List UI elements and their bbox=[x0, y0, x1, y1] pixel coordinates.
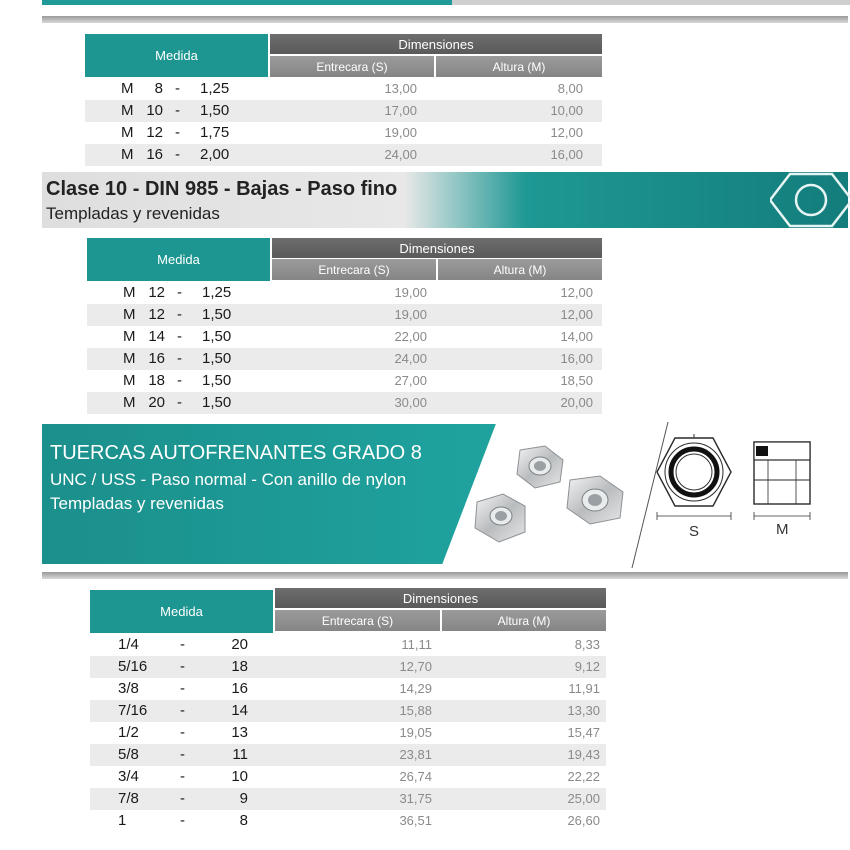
cell-m: M bbox=[121, 102, 134, 119]
cell-m: M bbox=[123, 394, 136, 411]
cell-size: 5/16 bbox=[118, 658, 148, 675]
cell-altura: 26,60 bbox=[567, 813, 600, 828]
cell-tpi: 20 bbox=[231, 636, 248, 653]
cell-m: M bbox=[121, 80, 134, 97]
cell-pitch: 1,50 bbox=[202, 306, 232, 323]
cell-pitch: 1,50 bbox=[200, 102, 230, 119]
cell-altura: 14,00 bbox=[560, 329, 593, 344]
cell-pitch: 1,50 bbox=[202, 350, 232, 367]
cell-dash: - bbox=[180, 812, 185, 829]
cell-entrecara: 30,00 bbox=[394, 395, 427, 410]
cell-entrecara: 17,00 bbox=[384, 103, 417, 118]
cell-altura: 16,00 bbox=[560, 351, 593, 366]
table-row bbox=[90, 766, 606, 788]
table1-header-medida: Medida bbox=[85, 34, 268, 77]
table-row bbox=[87, 370, 602, 392]
cell-entrecara: 31,75 bbox=[399, 791, 432, 806]
section2-title: Clase 10 - DIN 985 - Bajas - Paso fino bbox=[46, 178, 398, 200]
table1-header-altura: Altura (M) bbox=[436, 56, 602, 77]
cell-altura: 8,00 bbox=[557, 81, 583, 96]
cell-tpi: 16 bbox=[231, 680, 248, 697]
cell-entrecara: 19,00 bbox=[384, 125, 417, 140]
cell-altura: 22,22 bbox=[567, 769, 600, 784]
cell-m: M bbox=[123, 350, 136, 367]
cell-size: 12 bbox=[146, 124, 163, 141]
cell-dash: - bbox=[177, 372, 182, 389]
cell-entrecara: 19,00 bbox=[394, 285, 427, 300]
cell-dash: - bbox=[180, 768, 185, 785]
cell-dash: - bbox=[175, 102, 180, 119]
table-row bbox=[90, 788, 606, 810]
cell-dash: - bbox=[180, 702, 185, 719]
table-row bbox=[90, 656, 606, 678]
cell-dash: - bbox=[175, 146, 180, 163]
cell-entrecara: 22,00 bbox=[394, 329, 427, 344]
cell-dash: - bbox=[175, 124, 180, 141]
cell-tpi: 13 bbox=[231, 724, 248, 741]
cell-size: 14 bbox=[148, 328, 165, 345]
cell-dash: - bbox=[177, 306, 182, 323]
diagram-label-m: M bbox=[776, 521, 789, 538]
table-row bbox=[85, 78, 602, 100]
cell-entrecara: 14,29 bbox=[399, 681, 432, 696]
cell-entrecara: 24,00 bbox=[384, 147, 417, 162]
top-teal-strip bbox=[42, 0, 452, 5]
cell-size: 16 bbox=[146, 146, 163, 163]
cell-size: 1 bbox=[118, 812, 127, 829]
cell-altura: 25,00 bbox=[567, 791, 600, 806]
cell-altura: 12,00 bbox=[560, 307, 593, 322]
cell-dash: - bbox=[180, 746, 185, 763]
cell-size: 20 bbox=[148, 394, 165, 411]
cell-entrecara: 13,00 bbox=[384, 81, 417, 96]
cell-dash: - bbox=[177, 328, 182, 345]
cell-m: M bbox=[123, 328, 136, 345]
cell-size: 10 bbox=[146, 102, 163, 119]
cell-entrecara: 11,11 bbox=[401, 637, 432, 652]
cell-altura: 12,00 bbox=[560, 285, 593, 300]
table3-header-dimensiones: Dimensiones bbox=[275, 588, 606, 608]
cell-pitch: 1,50 bbox=[202, 394, 232, 411]
cell-altura: 13,30 bbox=[567, 703, 600, 718]
cell-entrecara: 12,70 bbox=[399, 659, 432, 674]
cell-size: 1/4 bbox=[118, 636, 139, 653]
table-row bbox=[87, 282, 602, 304]
cell-altura: 8,33 bbox=[574, 637, 600, 652]
cell-dash: - bbox=[180, 658, 185, 675]
cell-pitch: 1,50 bbox=[202, 328, 232, 345]
table-row bbox=[90, 634, 606, 656]
diagram-label-s: S bbox=[689, 523, 700, 540]
top-gray-strip bbox=[452, 0, 850, 5]
table2-header-entrecara: Entrecara (S) bbox=[272, 259, 436, 280]
table-row bbox=[85, 144, 602, 166]
cell-size: 3/4 bbox=[118, 768, 139, 785]
section3-subtitle-1: UNC / USS - Paso normal - Con anillo de nylon bbox=[50, 470, 407, 489]
cell-altura: 10,00 bbox=[550, 103, 583, 118]
cell-entrecara: 15,88 bbox=[399, 703, 432, 718]
divider-bottom bbox=[42, 572, 848, 579]
table2-header-altura: Altura (M) bbox=[438, 259, 602, 280]
table-row bbox=[87, 392, 602, 414]
cell-pitch: 1,50 bbox=[202, 372, 232, 389]
cell-pitch: 2,00 bbox=[200, 146, 230, 163]
cell-pitch: 1,25 bbox=[202, 284, 232, 301]
cell-entrecara: 19,05 bbox=[399, 725, 432, 740]
cell-entrecara: 24,00 bbox=[394, 351, 427, 366]
table3-header-entrecara: Entrecara (S) bbox=[275, 610, 440, 631]
table1-header-entrecara: Entrecara (S) bbox=[270, 56, 434, 77]
table3-header-altura: Altura (M) bbox=[442, 610, 606, 631]
section3-subtitle-2: Templadas y revenidas bbox=[50, 494, 224, 513]
cell-entrecara: 27,00 bbox=[394, 373, 427, 388]
cell-altura: 19,43 bbox=[567, 747, 600, 762]
lock-nuts-photo-icon bbox=[465, 440, 635, 555]
cell-dash: - bbox=[175, 80, 180, 97]
cell-entrecara: 26,74 bbox=[399, 769, 432, 784]
cell-size: 1/2 bbox=[118, 724, 139, 741]
table-row bbox=[87, 348, 602, 370]
cell-altura: 11,91 bbox=[568, 681, 600, 696]
table-row bbox=[87, 304, 602, 326]
cell-dash: - bbox=[180, 680, 185, 697]
cell-altura: 18,50 bbox=[560, 373, 593, 388]
table-row bbox=[90, 744, 606, 766]
cell-size: 8 bbox=[154, 80, 163, 97]
table-row bbox=[87, 326, 602, 348]
cell-tpi: 9 bbox=[239, 790, 248, 807]
table1-header-dimensiones: Dimensiones bbox=[270, 34, 602, 54]
divider-top bbox=[42, 16, 848, 23]
cell-altura: 16,00 bbox=[550, 147, 583, 162]
cell-size: 3/8 bbox=[118, 680, 139, 697]
cell-dash: - bbox=[177, 350, 182, 367]
cell-tpi: 14 bbox=[231, 702, 248, 719]
cell-tpi: 10 bbox=[231, 768, 248, 785]
cell-m: M bbox=[121, 146, 134, 163]
table-row bbox=[90, 700, 606, 722]
cell-size: 12 bbox=[148, 284, 165, 301]
cell-altura: 20,00 bbox=[560, 395, 593, 410]
cell-altura: 12,00 bbox=[550, 125, 583, 140]
cell-m: M bbox=[123, 306, 136, 323]
cell-size: 7/8 bbox=[118, 790, 139, 807]
cell-tpi: 18 bbox=[231, 658, 248, 675]
cell-altura: 15,47 bbox=[567, 725, 600, 740]
cell-size: 5/8 bbox=[118, 746, 139, 763]
cell-pitch: 1,75 bbox=[200, 124, 230, 141]
cell-entrecara: 36,51 bbox=[399, 813, 432, 828]
cell-size: 12 bbox=[148, 306, 165, 323]
table2-header-medida: Medida bbox=[87, 238, 270, 281]
table3-header-medida: Medida bbox=[90, 590, 273, 633]
cell-size: 18 bbox=[148, 372, 165, 389]
cell-m: M bbox=[123, 372, 136, 389]
cell-entrecara: 23,81 bbox=[399, 747, 432, 762]
cell-size: 16 bbox=[148, 350, 165, 367]
cell-tpi: 11 bbox=[232, 746, 248, 763]
cell-size: 7/16 bbox=[118, 702, 148, 719]
hex-nut-outline-icon bbox=[770, 172, 850, 228]
cell-dash: - bbox=[177, 284, 182, 301]
table-row bbox=[85, 100, 602, 122]
table2-header-dimensiones: Dimensiones bbox=[272, 238, 602, 258]
cell-dash: - bbox=[180, 724, 185, 741]
cell-tpi: 8 bbox=[239, 812, 248, 829]
section3-title: TUERCAS AUTOFRENANTES GRADO 8 bbox=[50, 442, 422, 464]
cell-dash: - bbox=[177, 394, 182, 411]
cell-m: M bbox=[123, 284, 136, 301]
cell-dash: - bbox=[180, 790, 185, 807]
table-row bbox=[90, 810, 606, 832]
section2-subtitle: Templadas y revenidas bbox=[46, 204, 220, 223]
cell-m: M bbox=[121, 124, 134, 141]
table-row bbox=[90, 722, 606, 744]
table-row bbox=[90, 678, 606, 700]
cell-dash: - bbox=[180, 636, 185, 653]
cell-altura: 9,12 bbox=[574, 659, 600, 674]
cell-pitch: 1,25 bbox=[200, 80, 230, 97]
table-row bbox=[85, 122, 602, 144]
cell-entrecara: 19,00 bbox=[394, 307, 427, 322]
